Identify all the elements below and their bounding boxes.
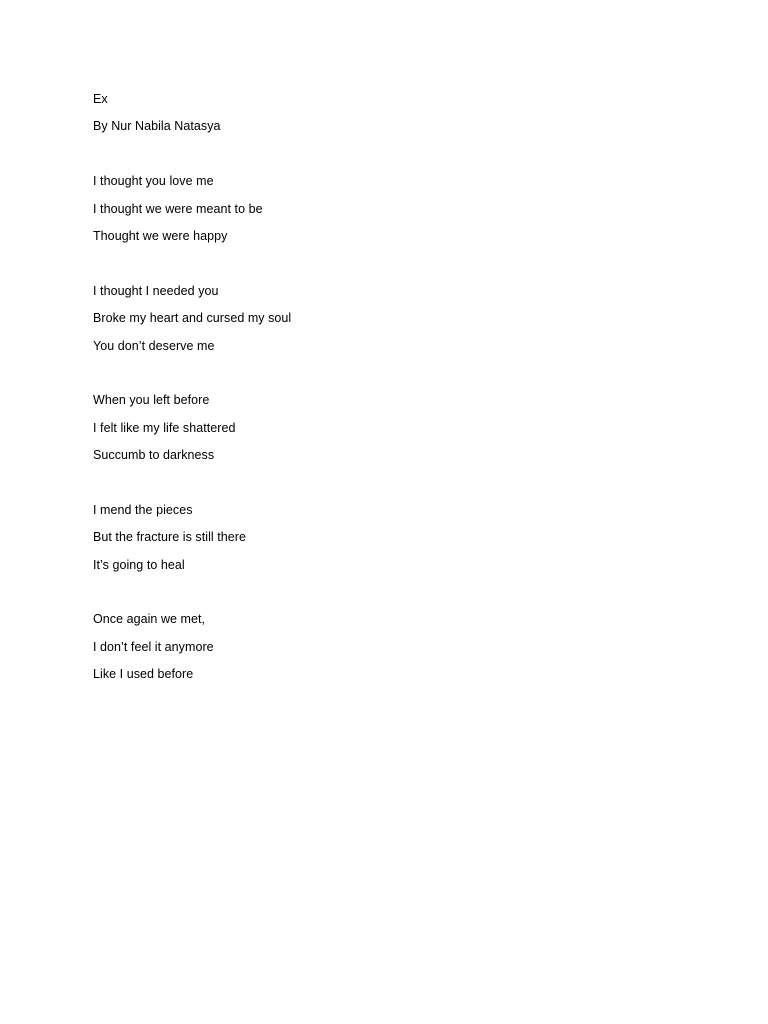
stanza-line: But the fracture is still there [93, 530, 247, 545]
stanza-line: Like I used before [93, 667, 194, 682]
stanza-line: It’s going to heal [93, 557, 185, 572]
stanza [93, 278, 693, 360]
stanza-line: I thought you love me [93, 174, 214, 189]
stanza-line: I felt like my life shattered [93, 420, 236, 435]
poem-author: By Nur Nabila Natasya [93, 119, 221, 134]
poem-title: Ex [93, 92, 108, 106]
stanza-line: Broke my heart and cursed my soul [93, 311, 292, 326]
stanza-line: When you left before [93, 393, 210, 408]
stanza [93, 387, 693, 469]
stanza-line: Thought we were happy [93, 228, 228, 243]
stanza-line: I mend the pieces [93, 502, 193, 517]
stanza [93, 497, 693, 579]
stanza-line: You don’t deserve me [93, 338, 215, 353]
stanza-line: Succumb to darkness [93, 448, 215, 463]
stanza-line: I thought we were meant to be [93, 201, 263, 216]
stanza-line: I don’t feel it anymore [93, 639, 214, 654]
stanza [93, 606, 693, 688]
stanza-line: Once again we met, [93, 612, 206, 627]
poem [93, 86, 693, 689]
stanza-line: I thought I needed you [93, 283, 219, 298]
stanza [93, 168, 693, 250]
